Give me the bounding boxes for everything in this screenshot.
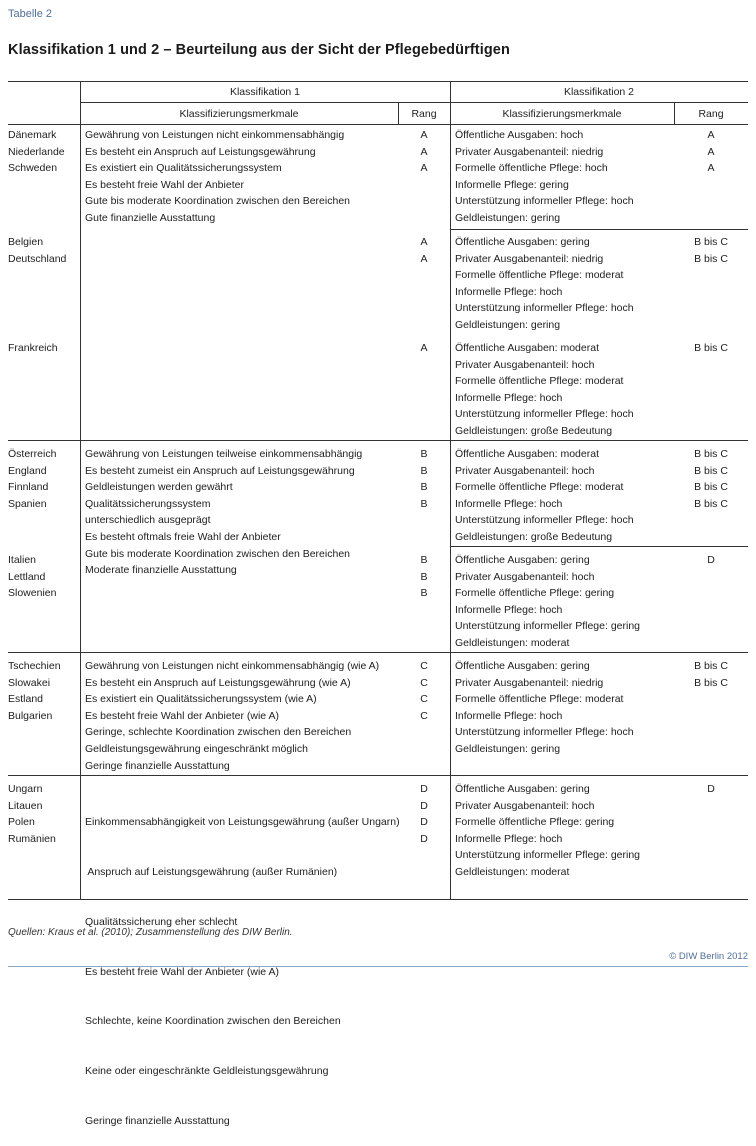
rule-top — [8, 81, 748, 82]
feature: Informelle Pflege: hoch — [455, 497, 563, 510]
feature: Öffentliche Ausgaben: moderat — [455, 342, 599, 354]
feature: Es besteht zumeist ein Anspruch auf Leistungsgewährung — [85, 464, 355, 477]
feature: Informelle Pflege: hoch — [455, 603, 563, 616]
feature: Unterstützung informeller Pflege: gering — [455, 620, 641, 633]
rank: B bis C — [694, 464, 728, 477]
rank: D — [420, 816, 428, 829]
feature: Geldleistungen: große Bedeutung — [455, 530, 613, 543]
feature: Privater Ausgabenanteil: hoch — [455, 570, 595, 583]
rank: A — [420, 236, 428, 248]
feature: Öffentliche Ausgaben: gering — [455, 554, 590, 566]
rule-group-c-end — [8, 775, 748, 776]
feature: Gute bis moderate Koordination zwischen den Bereichen — [85, 195, 350, 208]
feature: Es existiert ein Qualitätssicherungssystem — [85, 162, 282, 175]
feature: Informelle Pflege: hoch — [455, 709, 563, 722]
feature: Geringe finanzielle Ausstattung — [85, 759, 230, 772]
country: Frankreich — [8, 342, 58, 354]
k1-ranks-group-5 — [398, 552, 450, 602]
feature: Schlechte, keine Koordination zwischen den Bereichen — [85, 1015, 341, 1028]
rank: D — [707, 783, 715, 795]
k1-ranks-group-2 — [398, 234, 450, 267]
feature: Geldleistungen: große Bedeutung — [455, 424, 613, 437]
k2-features-group-3 — [455, 340, 634, 440]
feature: Privater Ausgabenanteil: niedrig — [455, 252, 604, 265]
k2-ranks-group-3 — [674, 340, 748, 357]
rank: B bis C — [694, 342, 728, 354]
rule-header-mid — [80, 102, 748, 103]
header-merkmale-2: Klassifizierungsmerkmale — [502, 108, 622, 120]
rank: A — [707, 145, 715, 158]
k1-features-group-6 — [85, 658, 379, 774]
k1-ranks-group-4 — [398, 446, 450, 512]
feature: Öffentliche Ausgaben: hoch — [455, 129, 584, 141]
rank: D — [707, 554, 715, 566]
header-klassifikation-1: Klassifikation 1 — [229, 86, 301, 98]
feature: Öffentliche Ausgaben: gering — [455, 236, 590, 248]
feature: Unterstützung informeller Pflege: hoch — [455, 514, 634, 527]
feature: unterschiedlich ausgeprägt — [85, 514, 211, 527]
feature: Öffentliche Ausgaben: gering — [455, 783, 590, 795]
rank: D — [420, 832, 428, 845]
countries-group-7 — [8, 781, 56, 847]
country: England — [8, 464, 47, 477]
countries-group-4 — [8, 446, 56, 512]
feature: Unterstützung informeller Pflege: hoch — [455, 408, 634, 421]
rank: A — [420, 145, 428, 158]
feature: Informelle Pflege: hoch — [455, 285, 563, 298]
rank: A — [707, 129, 715, 141]
feature: Unterstützung informeller Pflege: gering — [455, 849, 641, 862]
k2-ranks-group-6 — [674, 658, 748, 691]
feature: Geldleistungen: gering — [455, 742, 561, 755]
rule-header-bottom — [8, 124, 748, 125]
feature: Es besteht freie Wahl der Anbieter — [85, 178, 244, 191]
feature: Gewährung von Leistungen teilweise einkommensabhängig — [85, 448, 363, 460]
feature: Es existiert ein Qualitätssicherungssystem (wie A) — [85, 693, 317, 706]
country: Dänemark — [8, 129, 57, 141]
feature: Formelle öffentliche Pflege: gering — [455, 587, 615, 600]
country: Italien — [8, 554, 37, 566]
feature: Qualitätssicherungssystem — [85, 497, 211, 510]
rank: A — [420, 342, 428, 354]
country: Finnland — [8, 481, 49, 494]
feature: Privater Ausgabenanteil: hoch — [455, 358, 595, 371]
countries-group-2 — [8, 234, 66, 267]
country: Slowenien — [8, 587, 57, 600]
feature: Geringe finanzielle Ausstattung — [85, 1114, 230, 1127]
rank: B bis C — [694, 676, 728, 689]
country: Litauen — [8, 799, 43, 812]
country: Deutschland — [8, 252, 67, 265]
feature: Informelle Pflege: hoch — [455, 391, 563, 404]
header-merkmale-1: Klassifizierungsmerkmale — [179, 108, 299, 120]
k2-features-group-2 — [455, 234, 634, 334]
k1-features-group-7 — [85, 781, 400, 1146]
feature: Geldleistungen: gering — [455, 211, 561, 224]
rule-group-a-end — [8, 440, 748, 441]
table-title: Klassifikation 1 und 2 – Beurteilung aus der Sicht der Pflegebedürftigen — [8, 42, 510, 58]
k2-features-group-5 — [455, 552, 640, 652]
country: Ungarn — [8, 783, 43, 795]
feature: Es besteht freie Wahl der Anbieter (wie A) — [85, 709, 279, 722]
feature: Geringe, schlechte Koordination zwischen den Bereichen — [85, 726, 352, 739]
feature: Privater Ausgabenanteil: niedrig — [455, 676, 604, 689]
feature: Gute finanzielle Ausstattung — [85, 211, 216, 224]
k2-ranks-group-7 — [674, 781, 748, 798]
feature: Qualitätssicherung eher schlecht — [85, 915, 238, 928]
country: Belgien — [8, 236, 44, 248]
k1-features-group-4 — [85, 446, 362, 579]
feature: Es besteht ein Anspruch auf Leistungsgewährung (wie A) — [85, 676, 351, 689]
k1-ranks-group-1 — [398, 127, 450, 177]
feature: Es besteht oftmals freie Wahl der Anbieter — [85, 530, 281, 543]
rank: B — [420, 481, 428, 494]
k2-features-group-1 — [455, 127, 634, 227]
feature: Informelle Pflege: gering — [455, 178, 569, 191]
rank: C — [420, 693, 428, 706]
feature: Privater Ausgabenanteil: niedrig — [455, 145, 604, 158]
rank: B bis C — [694, 497, 728, 510]
rank: B — [420, 448, 428, 460]
rank: B bis C — [694, 236, 728, 248]
table-number: Tabelle 2 — [8, 8, 53, 20]
k1-ranks-group-7 — [398, 781, 450, 847]
feature: Geldleistungen: gering — [455, 318, 561, 331]
rank: C — [420, 709, 428, 722]
feature: Formelle öffentliche Pflege: gering — [455, 816, 615, 829]
country: Estland — [8, 693, 44, 706]
rank: D — [420, 799, 428, 812]
rank: B — [420, 464, 428, 477]
rank: C — [420, 660, 428, 672]
k2-ranks-group-4 — [674, 446, 748, 512]
feature: Unterstützung informeller Pflege: hoch — [455, 195, 634, 208]
k1-ranks-group-6 — [398, 658, 450, 724]
country: Rumänien — [8, 832, 56, 845]
feature: Es besteht ein Anspruch auf Leistungsgewährung — [85, 145, 316, 158]
col-rule-rang2 — [674, 102, 675, 124]
country: Lettland — [8, 570, 46, 583]
feature: Formelle öffentliche Pflege: moderat — [455, 375, 624, 388]
rank: B bis C — [694, 481, 728, 494]
country: Österreich — [8, 448, 57, 460]
country: Tschechien — [8, 660, 61, 672]
countries-group-5 — [8, 552, 56, 602]
feature: Einkommensabhängigkeit von Leistungsgewährung (außer Ungarn) — [85, 816, 400, 829]
feature: Öffentliche Ausgaben: gering — [455, 660, 590, 672]
country: Slowakei — [8, 676, 51, 689]
feature: Formelle öffentliche Pflege: moderat — [455, 693, 624, 706]
k2-ranks-group-2 — [674, 234, 748, 267]
rule-group-b-end — [8, 652, 748, 653]
feature: Informelle Pflege: hoch — [455, 832, 563, 845]
rank: B — [420, 587, 428, 600]
feature: Geldleistungen: moderat — [455, 865, 570, 878]
feature: Formelle öffentliche Pflege: moderat — [455, 481, 624, 494]
countries-group-6 — [8, 658, 61, 724]
feature: Geldleistungen: moderat — [455, 636, 570, 649]
feature: Gute bis moderate Koordination zwischen den Bereichen — [85, 547, 350, 560]
countries-group-1 — [8, 127, 65, 177]
k2-features-group-6 — [455, 658, 634, 758]
rank: B bis C — [694, 660, 728, 672]
feature: Privater Ausgabenanteil: hoch — [455, 799, 595, 812]
country: Polen — [8, 816, 35, 829]
feature: Unterstützung informeller Pflege: hoch — [455, 726, 634, 739]
feature: Privater Ausgabenanteil: hoch — [455, 464, 595, 477]
col-rule-rang1 — [398, 102, 399, 124]
rank: A — [420, 129, 428, 141]
feature: Moderate finanzielle Ausstattung — [85, 564, 237, 577]
country: Schweden — [8, 162, 58, 175]
rank: B — [420, 497, 428, 510]
source-note: Quellen: Kraus et al. (2010); Zusammenstellung des DIW Berlin. — [8, 927, 293, 938]
rank: A — [707, 162, 715, 175]
copyright: © DIW Berlin 2012 — [669, 951, 748, 962]
rank: A — [420, 162, 428, 175]
rank: B bis C — [694, 252, 728, 265]
rank: A — [420, 252, 428, 265]
country: Spanien — [8, 497, 47, 510]
footer-rule — [8, 966, 748, 967]
feature: Formelle öffentliche Pflege: hoch — [455, 162, 608, 175]
feature: Gewährung von Leistungen nicht einkommensabhängig (wie A) — [85, 660, 380, 672]
rank: D — [420, 783, 428, 795]
k2-ranks-group-1 — [674, 127, 748, 177]
k2-ranks-group-5 — [674, 552, 748, 569]
rank: B — [420, 554, 428, 566]
feature: Geldleistungen werden gewährt — [85, 481, 233, 494]
rank: C — [420, 676, 428, 689]
k1-features-group-1 — [85, 127, 350, 227]
feature: Es besteht freie Wahl der Anbieter (wie A) — [85, 965, 279, 978]
feature: Keine oder eingeschränkte Geldleistungsgewährung — [85, 1065, 329, 1078]
k1-ranks-group-3 — [398, 340, 450, 357]
feature: Gewährung von Leistungen nicht einkommensabhängig — [85, 129, 345, 141]
countries-group-3 — [8, 340, 58, 357]
feature: Öffentliche Ausgaben: moderat — [455, 448, 599, 460]
feature: Geldleistungsgewährung eingeschränkt möglich — [85, 742, 308, 755]
country: Niederlande — [8, 145, 65, 158]
rule-k2-group4-end — [450, 546, 748, 547]
feature: Anspruch auf Leistungsgewährung (außer Rumänien) — [85, 865, 338, 878]
header-rang-1: Rang — [411, 108, 437, 120]
rank: B bis C — [694, 448, 728, 460]
country: Bulgarien — [8, 709, 53, 722]
rank: B — [420, 570, 428, 583]
k2-features-group-7 — [455, 781, 640, 881]
header-klassifikation-2: Klassifikation 2 — [563, 86, 635, 98]
feature: Unterstützung informeller Pflege: hoch — [455, 302, 634, 315]
k2-features-group-4 — [455, 446, 634, 546]
rule-k2-group1-end — [450, 229, 748, 230]
header-rang-2: Rang — [698, 108, 724, 120]
col-rule-left — [80, 81, 81, 899]
col-rule-middle — [450, 81, 451, 899]
feature: Formelle öffentliche Pflege: moderat — [455, 269, 624, 282]
